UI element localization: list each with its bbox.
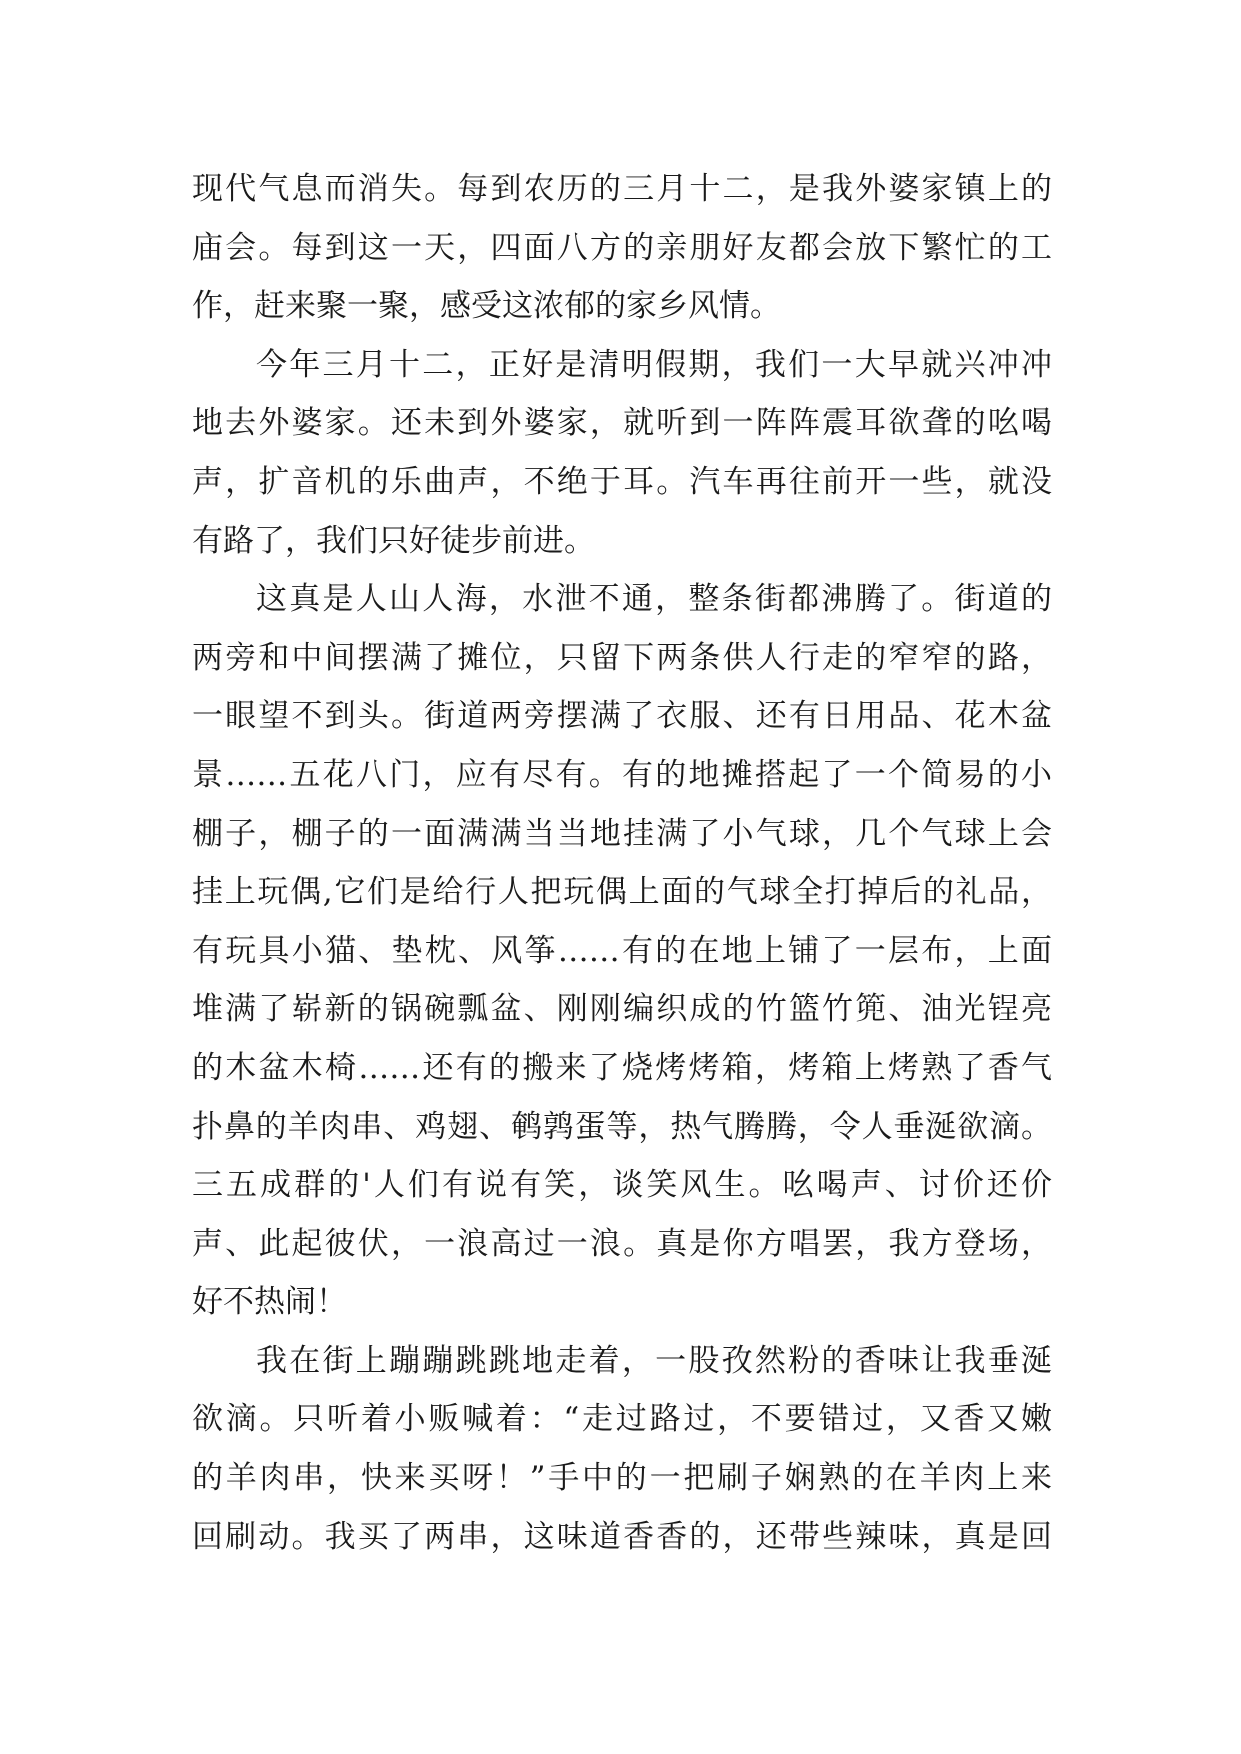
- text-line: 有路了，我们只好徒步前进。: [192, 522, 595, 559]
- text-line: 这真是人山人海，水泄不通，整条街都沸腾了。街道的: [256, 581, 1052, 618]
- text-line: 一眼望不到头。街道两旁摆满了衣服、还有日用品、花木盆: [192, 698, 1052, 735]
- text-line: 现代气息而消失。每到农历的三月十二，是我外婆家镇上的: [192, 171, 1052, 207]
- text-line: 挂上玩偶,它们是给行人把玩偶上面的气球全打掉后的礼品，: [192, 874, 1052, 911]
- text-line: 今年三月十二，正好是清明假期，我们一大早就兴冲冲: [256, 346, 1052, 383]
- text-line: 扑鼻的羊肉串、鸡翅、鹌鹑蛋等，热气腾腾，令人垂涎欲滴。: [192, 1108, 1052, 1145]
- text-line: 回刷动。我买了两串，这味道香香的，还带些辣味，真是回: [192, 1518, 1052, 1555]
- text-line: 棚子，棚子的一面满满当当地挂满了小气球，几个气球上会: [192, 815, 1052, 852]
- text-line: 堆满了崭新的锅碗瓢盆、刚刚编织成的竹篮竹篼、油光锃亮: [192, 991, 1052, 1028]
- text-line: 欲滴。只听着小贩喊着：“走过路过，不要错过，又香又嫩: [192, 1401, 1052, 1438]
- text-line: 好不热闹！: [192, 1284, 347, 1321]
- text-line: 两旁和中间摆满了摊位，只留下两条供人行走的窄窄的路，: [192, 639, 1052, 676]
- text-line: 的木盆木椅……还有的搬来了烧烤烤箱，烤箱上烤熟了香气: [192, 1049, 1052, 1086]
- text-line: 我在街上蹦蹦跳跳地走着，一股孜然粉的香味让我垂涎: [256, 1342, 1052, 1379]
- text-line: 地去外婆家。还未到外婆家，就听到一阵阵震耳欲聋的吆喝: [192, 405, 1052, 442]
- text-line: 声、此起彼伏，一浪高过一浪。真是你方唱罢，我方登场，: [192, 1225, 1052, 1262]
- text-line: 三五成群的'人们有说有笑，谈笑风生。吆喝声、讨价还价: [192, 1167, 1052, 1204]
- text-line: 景……五花八门，应有尽有。有的地摊搭起了一个简易的小: [192, 756, 1052, 793]
- text-line: 作，赶来聚一聚，感受这浓郁的家乡风情。: [192, 288, 781, 325]
- text-line: 声，扩音机的乐曲声，不绝于耳。汽车再往前开一些，就没: [192, 463, 1052, 500]
- text-line: 有玩具小猫、垫枕、风筝……有的在地上铺了一层布，上面: [192, 932, 1052, 969]
- text-line: 的羊肉串，快来买呀！”手中的一把刷子娴熟的在羊肉上来: [192, 1460, 1052, 1497]
- text-line: 庙会。每到这一天，四面八方的亲朋好友都会放下繁忙的工: [192, 229, 1052, 266]
- body-text: [192, 160, 1052, 1566]
